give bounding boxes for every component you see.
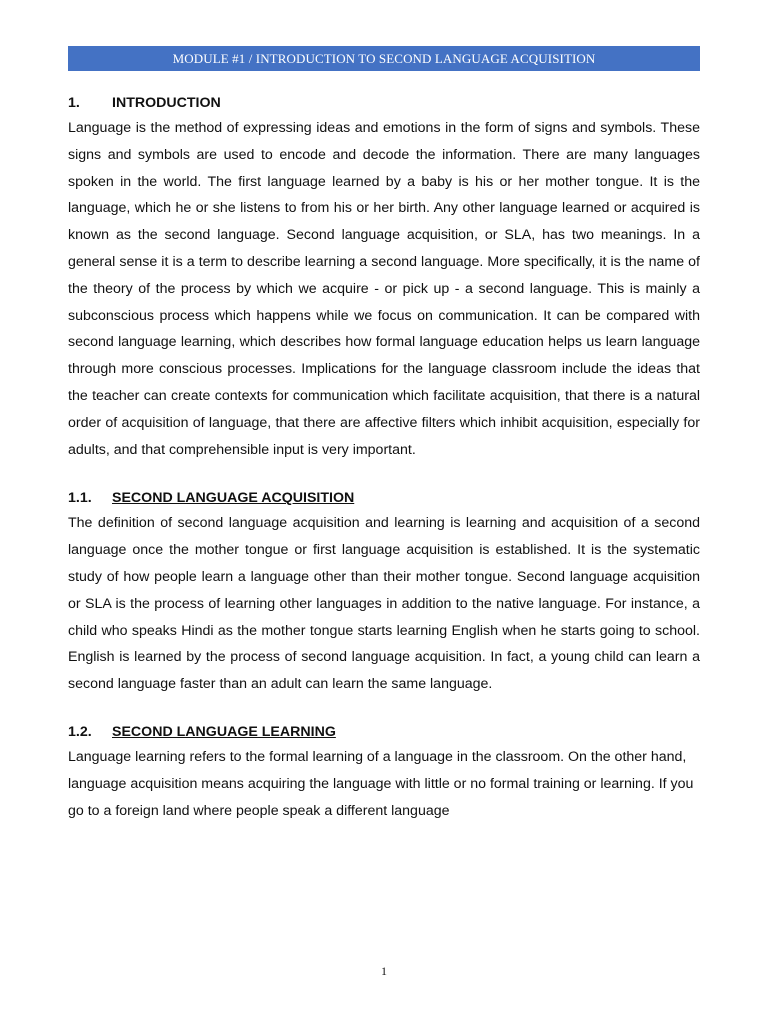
spacer <box>68 698 700 720</box>
section-title: INTRODUCTION <box>112 95 221 111</box>
section-title: SECOND LANGUAGE ACQUISITION <box>112 490 355 507</box>
module-title: MODULE #1 / INTRODUCTION TO SECOND LANGUAGE ACQUISITION <box>172 51 596 66</box>
learning-paragraph: Language learning refers to the formal learning of a language in the classroom. On the other hand, language acquisition means acquiring the language with little or no formal training or learning. If you go to a foreign land where people speak a different language <box>68 748 694 819</box>
page-number: 1 <box>381 964 387 978</box>
section-number: 1.2. <box>68 723 92 740</box>
section-number: 1. <box>68 95 80 111</box>
section-heading-second-language-learning <box>68 720 700 744</box>
document-body <box>68 91 700 824</box>
section-heading-introduction <box>68 91 700 115</box>
section-title: SECOND LANGUAGE LEARNING <box>112 723 336 740</box>
introduction-paragraph: Language is the method of expressing ideas and emotions in the form of signs and symbols. These signs and symbols are used to encode and decode the information. There are many languages spoken in the world. The first language learned by a baby is his or her mother tongue. It is the language, which he or she listens to from his or her birth. Any other language learned or acquired is known as the second language. Second language acquisition, or SLA, has two meanings. In a general sense it is a term to describe learning a second language. More specifically, it is the name of the theory of the process by which we acquire - or pick up - a second language. This is mainly a subconscious process which happens while we focus on communication. It can be compared with second language learning, which describes how formal language education helps us learn language through more conscious processes. Implications for the language classroom include the ideas that the teacher can create contexts for communication which facilitate acquisition, that there is a natural order of acquisition of language, that there are affective filters which inhibit acquisition, especially for adults, and that comprehensible input is very important. <box>68 120 700 458</box>
section-number: 1.1. <box>68 490 92 507</box>
spacer <box>68 463 700 486</box>
section-heading-second-language-acquisition <box>68 486 700 510</box>
module-header-bar <box>68 46 700 71</box>
page-footer <box>0 964 768 979</box>
acquisition-paragraph: The definition of second language acquisition and learning is learning and acquisition of a second language once the mother tongue or first language acquisition is established. It is the systematic study of how people learn a language other than their mother tongue. Second language acquisition or SLA is the process of learning other languages in addition to the native language. For instance, a child who speaks Hindi as the mother tongue starts learning English when he starts going to school. English is learned by the process of second language acquisition. In fact, a young child can learn a second language faster than an adult can learn the same language. <box>68 515 700 693</box>
